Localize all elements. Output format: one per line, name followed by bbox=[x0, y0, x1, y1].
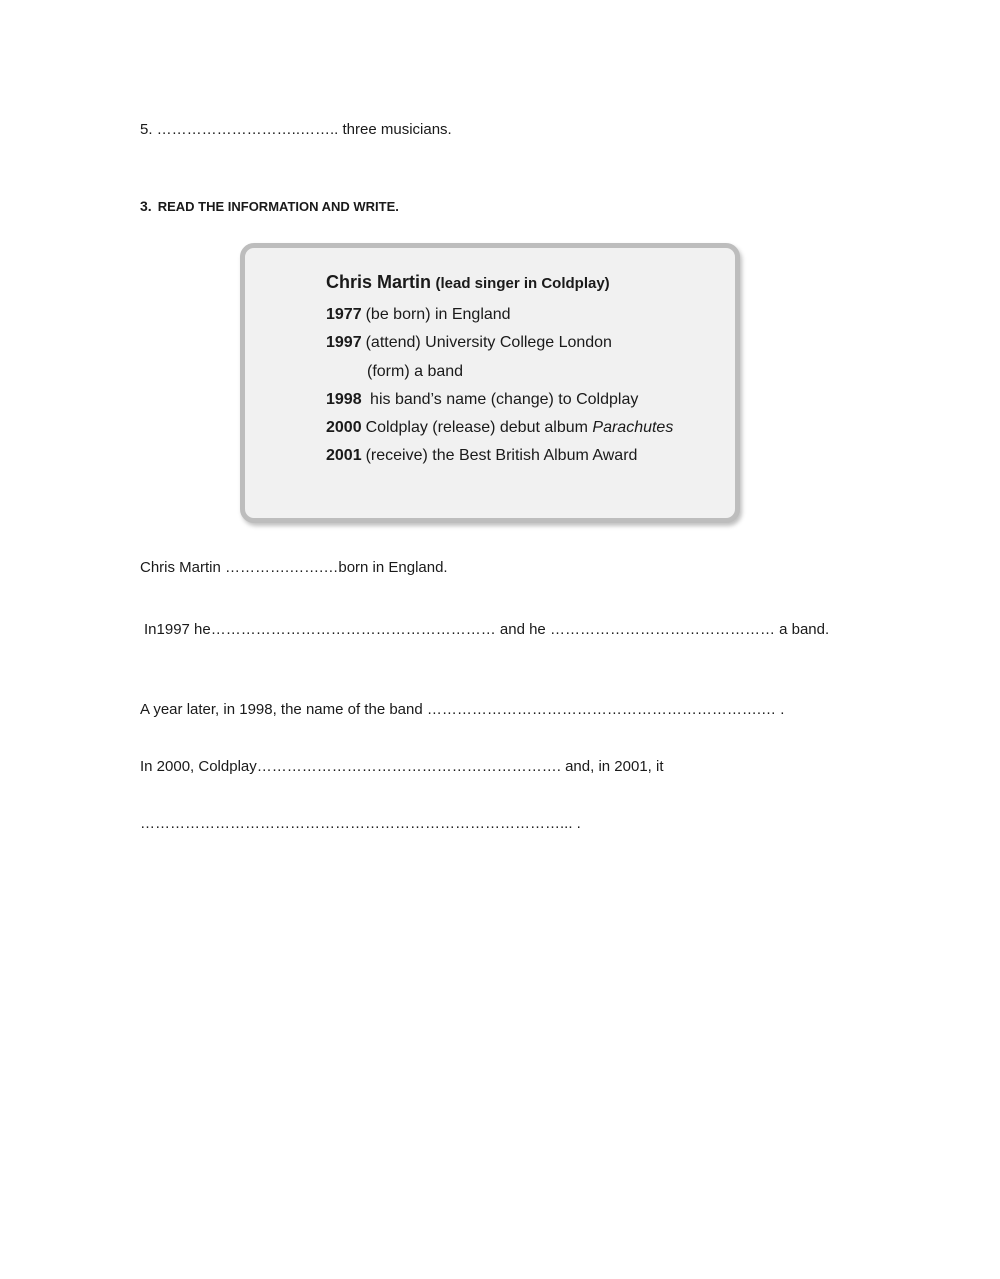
sentence-2-text: In1997 he………………………………………………… and he ……………………………………… a band. bbox=[144, 621, 830, 638]
entry-text: (receive) the Best British Album Award bbox=[365, 447, 638, 465]
timeline-entry bbox=[326, 386, 673, 414]
person-name: Chris Martin bbox=[326, 272, 432, 292]
sentence-3: A year later, in 1998, the name of the band ………………………………………………………….… . bbox=[140, 701, 785, 718]
entry-year: 2000 bbox=[326, 419, 362, 437]
entry-year: 1977 bbox=[326, 306, 362, 323]
entry-year: 2001 bbox=[326, 447, 362, 465]
section-number: 3. bbox=[140, 198, 152, 214]
entry-year: 1997 bbox=[326, 334, 362, 352]
entry-text: (form) a band bbox=[367, 362, 464, 380]
info-box bbox=[240, 243, 740, 523]
person-role: (lead singer in Coldplay) bbox=[435, 275, 610, 292]
entry-text: (attend) University College London bbox=[365, 334, 612, 352]
timeline-entry bbox=[326, 358, 673, 386]
section-heading bbox=[140, 198, 399, 214]
sentence-4: In 2000, Coldplay……………………………………………………. and, in 2001, it bbox=[140, 758, 664, 775]
info-box-content bbox=[326, 272, 673, 471]
album-title: Parachutes bbox=[592, 419, 674, 437]
timeline-entry bbox=[326, 301, 673, 329]
info-box-title bbox=[326, 272, 673, 293]
sentence-5: …………………………………………………………………………... . bbox=[140, 815, 581, 832]
entry-text: Coldplay (release) debut album bbox=[365, 419, 593, 437]
timeline-entry bbox=[326, 329, 673, 357]
entry-year: 1998 bbox=[326, 390, 362, 408]
sentence-1: Chris Martin ………….…….…born in England. bbox=[140, 559, 448, 576]
sentence-2 bbox=[140, 616, 848, 644]
section-title: READ THE INFORMATION AND WRITE. bbox=[157, 199, 399, 214]
timeline-entry bbox=[326, 414, 673, 442]
entry-text: (be born) in England bbox=[365, 306, 511, 323]
question-5: 5. ………………………..…….. three musicians. bbox=[140, 121, 452, 138]
timeline-entry bbox=[326, 442, 673, 470]
entry-text: his band’s name (change) to Coldplay bbox=[365, 390, 639, 408]
